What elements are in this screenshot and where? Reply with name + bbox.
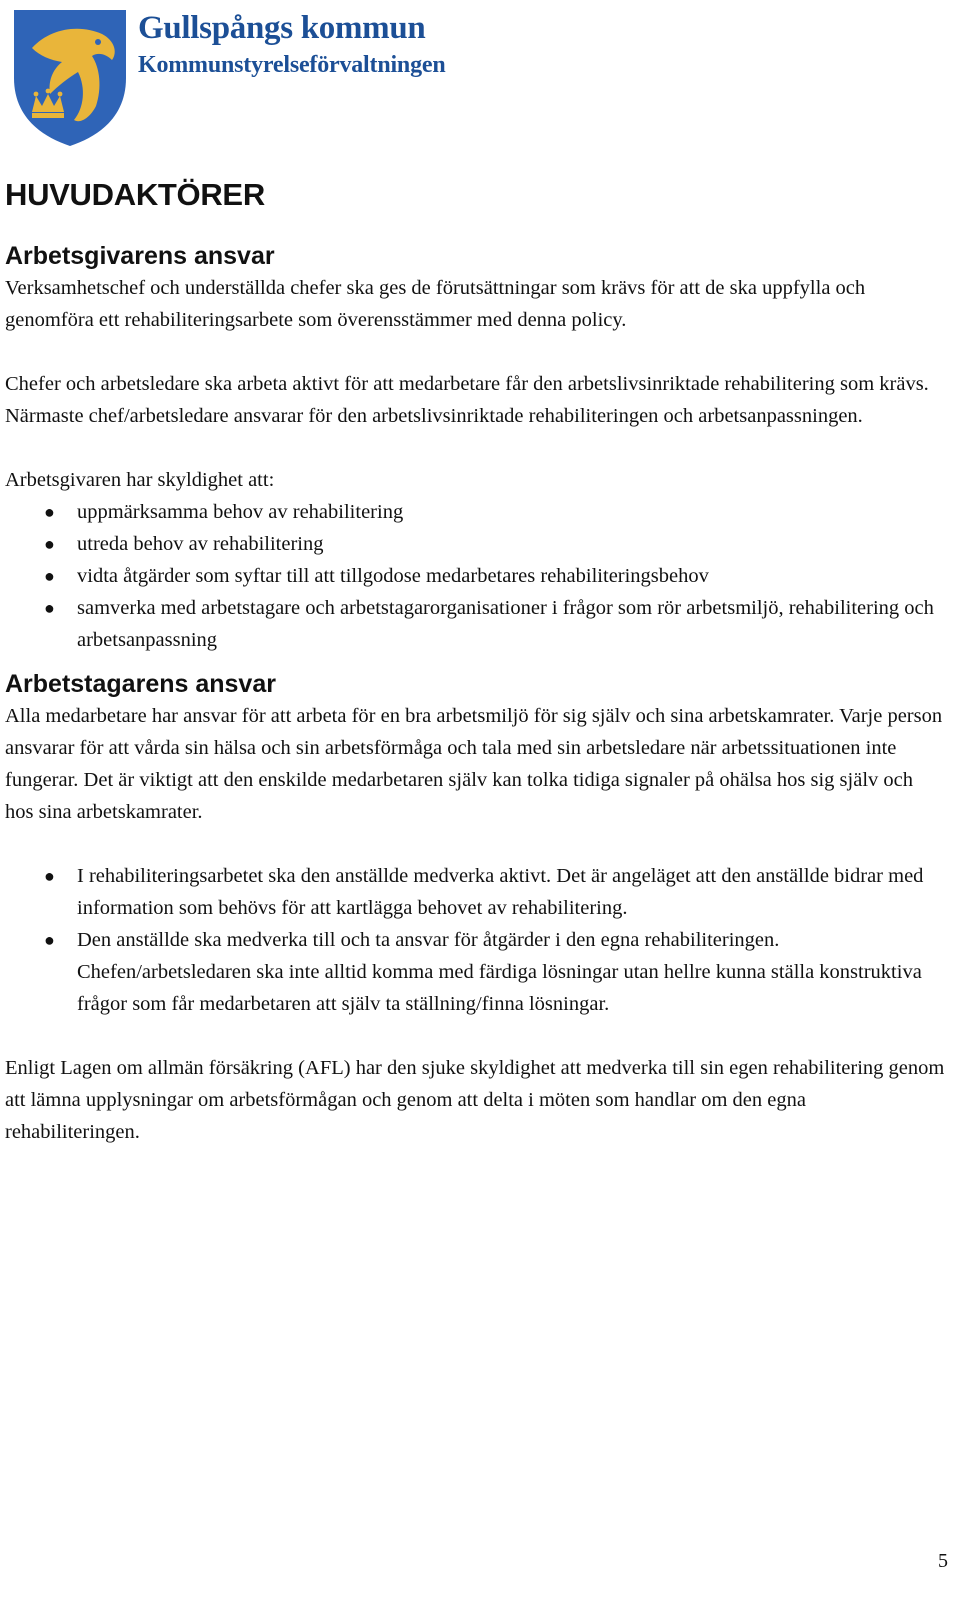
- letterhead: [10, 8, 530, 148]
- document-body: [5, 176, 945, 1148]
- employer-duties-list: [5, 496, 945, 656]
- employee-paragraph: Alla medarbetare har ansvar för att arbeta för en bra arbetsmiljö för sig själv och sina arbetskamrater. Varje person ansvarar för att vårda sin hälsa och sin arbetsförmåga och tala med sin arbetsledare när arbetssituationen inte fungerar. Det är viktigt att den enskilde medarbetaren själv kan tolka tidiga signaler på ohälsa hos sig själv och hos sina arbetskamrater.: [5, 705, 943, 823]
- department-name: Kommunstyrelseförvaltningen: [138, 52, 446, 78]
- employer-paragraph-1: Verksamhetschef och underställda chefer ska ges de förutsättningar som krävs för att de ska uppfylla och genomföra ett rehabiliteringsarbete som överensstämmer med denna policy.: [5, 277, 866, 331]
- employee-duties-list: [5, 860, 945, 1020]
- bullet-icon: ●: [44, 502, 55, 522]
- list-item: [5, 496, 945, 528]
- employee-closing-paragraph: Enligt Lagen om allmän försäkring (AFL) har den sjuke skyldighet att medverka till sin egen rehabilitering genom att lämna upplysningar om arbetsförmågan och genom att delta i möten som handlar om den egna rehabiliteringen.: [5, 1057, 945, 1143]
- employee-heading: Arbetstagarens ansvar: [5, 670, 276, 698]
- employee-section: [5, 668, 945, 1148]
- list-item: [5, 860, 945, 924]
- employer-heading: Arbetsgivarens ansvar: [5, 242, 275, 270]
- bullet-icon: ●: [44, 598, 55, 618]
- bullet-icon: ●: [44, 566, 55, 586]
- bullet-icon: ●: [44, 866, 55, 886]
- list-item-text: utreda behov av rehabilitering: [77, 533, 324, 555]
- list-item-text: vidta åtgärder som syftar till att tillgodose medarbetares rehabiliteringsbehov: [77, 565, 709, 587]
- list-item: [5, 528, 945, 560]
- bullet-icon: ●: [44, 930, 55, 950]
- organization-name: Gullspångs kommun: [138, 10, 426, 46]
- list-item-text: I rehabiliteringsarbetet ska den anställde medverka aktivt. Det är angeläget att den anställde bidrar med information som behövs för att kartlägga behovet av rehabilitering.: [77, 865, 924, 919]
- employer-section: [5, 240, 945, 656]
- list-item: [5, 924, 945, 1020]
- list-item: [5, 592, 945, 656]
- list-item-text: uppmärksamma behov av rehabilitering: [77, 501, 404, 523]
- list-item: [5, 560, 945, 592]
- employer-paragraph-2: Chefer och arbetsledare ska arbeta aktivt för att medarbetare får den arbetslivsinriktade rehabilitering som krävs. Närmaste chef/arbetsledare ansvarar för den arbetslivsinriktade rehabiliteringen och arbetsanpassningen.: [5, 373, 929, 427]
- list-item-text: Den anställde ska medverka till och ta ansvar för åtgärder i den egna rehabiliteringen. Chefen/arbetsledaren ska inte alltid komma med färdiga lösningar utan hellre kunna ställa konstruktiva frågor som får medarbetaren att själv ta ställning/finna lösningar.: [77, 929, 922, 1015]
- list-item-text: samverka med arbetstagare och arbetstagarorganisationer i frågor som rör arbetsmiljö, rehabilitering och arbetsanpassning: [77, 597, 934, 651]
- bullet-icon: ●: [44, 534, 55, 554]
- page-number: 5: [938, 1550, 948, 1572]
- employer-duties-intro: Arbetsgivaren har skyldighet att:: [5, 469, 275, 491]
- document-title: HUVUDAKTÖRER: [5, 177, 265, 212]
- municipal-crest-icon: [10, 8, 130, 148]
